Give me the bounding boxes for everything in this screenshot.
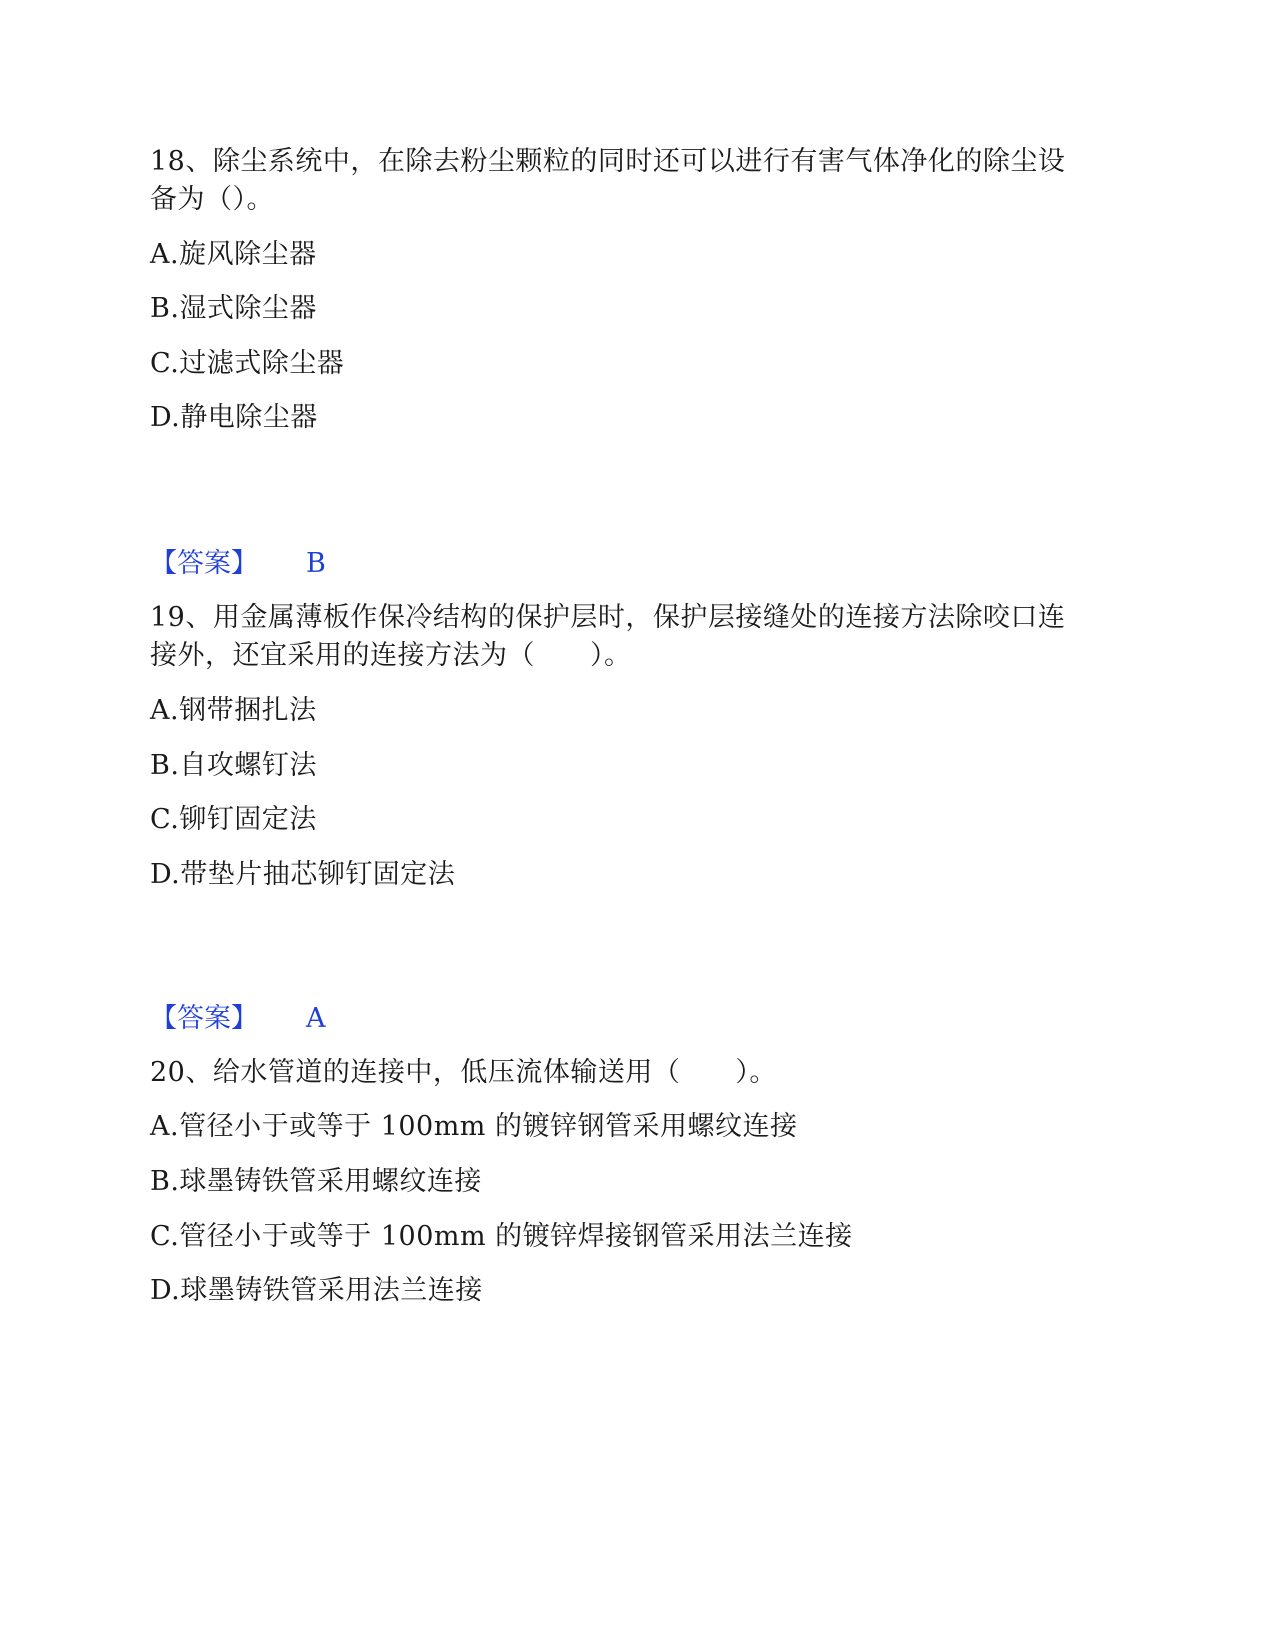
question-20-option-c: C.管径小于或等于 100mm 的镀锌焊接钢管采用法兰连接: [150, 1221, 853, 1252]
question-19-stem-line-2: 接外，还宜采用的连接方法为（ ）。: [150, 640, 632, 671]
answer-label: 【答案】: [150, 548, 258, 579]
question-20-option-a: A.管径小于或等于 100mm 的镀锌钢管采用螺纹连接: [150, 1111, 798, 1142]
question-18-option-c: C.过滤式除尘器: [150, 348, 345, 379]
question-18-stem-line-2: 备为（）。: [150, 184, 274, 215]
question-19-option-d: D.带垫片抽芯铆钉固定法: [150, 859, 456, 890]
question-18-option-a: A.旋风除尘器: [150, 239, 317, 270]
question-20-option-b: B.球墨铸铁管采用螺纹连接: [150, 1166, 482, 1197]
question-19-answer: [150, 1000, 326, 1038]
question-19-option-c: C.铆钉固定法: [150, 804, 317, 835]
question-20-stem-line-1: 20、给水管道的连接中，低压流体输送用（ ）。: [150, 1057, 777, 1088]
question-19-stem-line-1: 19、用金属薄板作保冷结构的保护层时，保护层接缝处的连接方法除咬口连: [150, 602, 1066, 633]
question-18-option-d: D.静电除尘器: [150, 402, 318, 433]
question-19-option-a: A.钢带捆扎法: [150, 695, 317, 726]
question-18-option-b: B.湿式除尘器: [150, 293, 317, 324]
question-20-option-d: D.球墨铸铁管采用法兰连接: [150, 1275, 483, 1306]
answer-label: 【答案】: [150, 1003, 258, 1034]
answer-value: B: [306, 548, 326, 579]
question-19-option-b: B.自攻螺钉法: [150, 750, 317, 781]
question-18-answer: [150, 545, 326, 583]
question-18-stem-line-1: 18、除尘系统中，在除去粉尘颗粒的同时还可以进行有害气体净化的除尘设: [150, 146, 1066, 177]
answer-value: A: [306, 1003, 326, 1034]
